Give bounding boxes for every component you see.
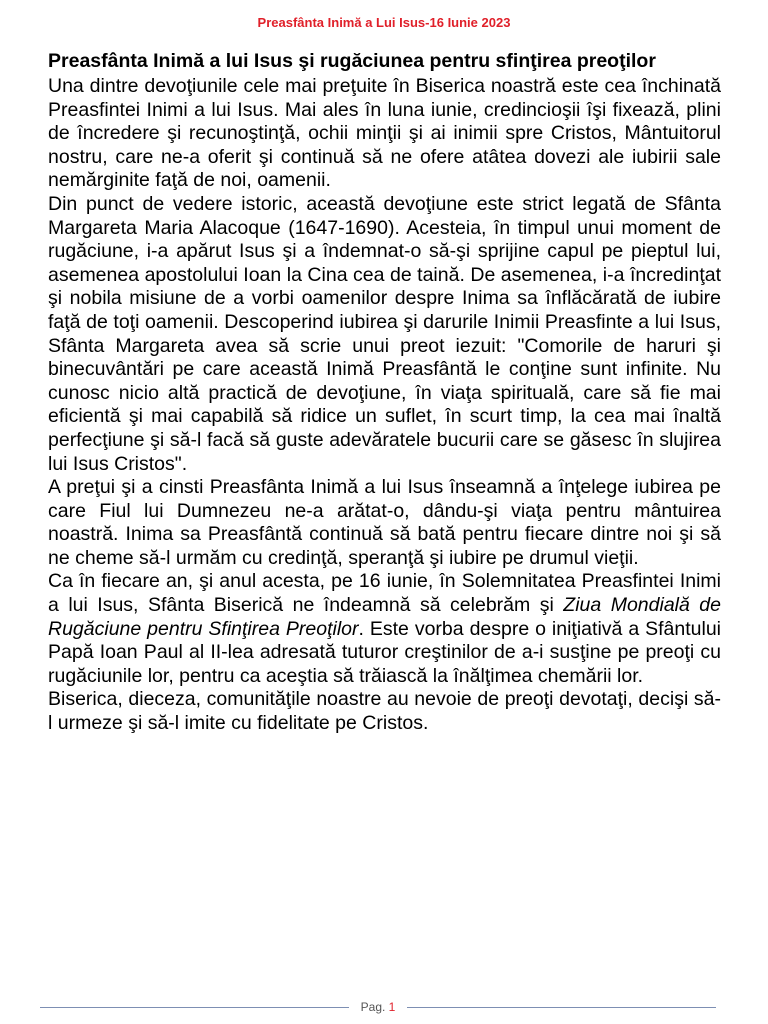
page-footer: [40, 1000, 716, 1014]
article-title: Preasfânta Inimă a lui Isus şi rugăciunea pentru sfinţirea preoţilor: [48, 50, 656, 72]
paragraph-4: [48, 570, 721, 688]
article: [48, 50, 721, 736]
page-header: Preasfânta Inimă a Lui Isus-16 Iunie 2023: [257, 15, 511, 30]
paragraph-2: Din punct de vedere istoric, această devoţiune este strict legată de Sfânta Margareta Maria Alacoque (1647-1690). Acesteia, în timpul unui moment de rugăciune, i-a apărut Isus şi a îndemnat-o să-şi sprijine capul pe pieptul lui, asemenea apostolului Ioan la Cina cea de taină. De asemenea, i-a încredinţat şi nobila misiune de a vorbi oamenilor despre Inima sa înflăcărată de iubire faţă de toţi oamenii. Descoperind iubirea şi darurile Inimii Preasfinte a lui Isus, Sfânta Margareta avea să scrie unui preot iezuit: "Comorile de haruri şi binecuvântări pe care această Inimă Preasfântă le conţine sunt infinite. Nu cunosc nicio altă practică de devoţiune, în viaţa spirituală, care să fie mai eficientă şi mai capabilă să ridice un suflet, în scurt timp, la cea mai înaltă perfecţiune şi să-l facă să guste adevăratele bucurii care se găsesc în slujirea lui Isus Cristos".: [48, 192, 721, 475]
footer-rule-left: [40, 1007, 349, 1008]
paragraph-4-text-after: . Este vorba despre o iniţiativă a Sfântului Papă Ioan Paul al II-lea adresată tuturor creştinilor de a-i susţine pe preoţi cu rugăciunile lor, pentru ca aceştia să trăiască la înălţimea chemării lor.: [48, 617, 721, 687]
paragraph-4-italic-title: Ziua Mondială de Rugăciune pentru Sfinţirea Preoţilor: [48, 594, 721, 640]
footer-rule-right: [407, 1007, 716, 1008]
paragraph-4-text-before: Ca în fiecare an, şi anul acesta, pe 16 iunie, în Solemnitatea Preasfintei Inimi a lui Isus, Sfânta Biserică ne îndeamnă să celebrăm şi: [48, 570, 721, 617]
paragraph-5: Biserica, dieceza, comunităţile noastre au nevoie de preoţi devotaţi, decişi să-l urmeze şi să-l imite cu fidelitate pe Cristos.: [48, 688, 721, 735]
page-number-label: [349, 1000, 408, 1014]
page-label: Pag.: [360, 1000, 386, 1014]
paragraph-3: A preţui şi a cinsti Preasfânta Inimă a lui Isus înseamnă a înţelege iubirea pe care Fiul lui Dumnezeu ne-a arătat-o, dându-şi viaţa pentru mântuirea noastră. Inima sa Preasfântă continuă să bată pentru fiecare dintre noi şi să ne cheme să-l urmăm cu credinţă, speranţă şi iubire pe drumul vieţii.: [48, 476, 721, 569]
paragraph-1: Una dintre devoţiunile cele mai preţuite în Biserica noastră este cea închinată Preasfintei Inimi a lui Isus. Mai ales în luna iunie, credincioşii îşi fixează, plini de încredere şi recunoştinţă, ochii minţii şi ai inimii spre Cristos, Mântuitorul nostru, care ne-a oferit şi continuă să ne ofere atâtea dovezi ale iubirii sale nemărginite faţă de noi, oamenii.: [48, 75, 721, 192]
page-number: 1: [388, 1000, 396, 1014]
